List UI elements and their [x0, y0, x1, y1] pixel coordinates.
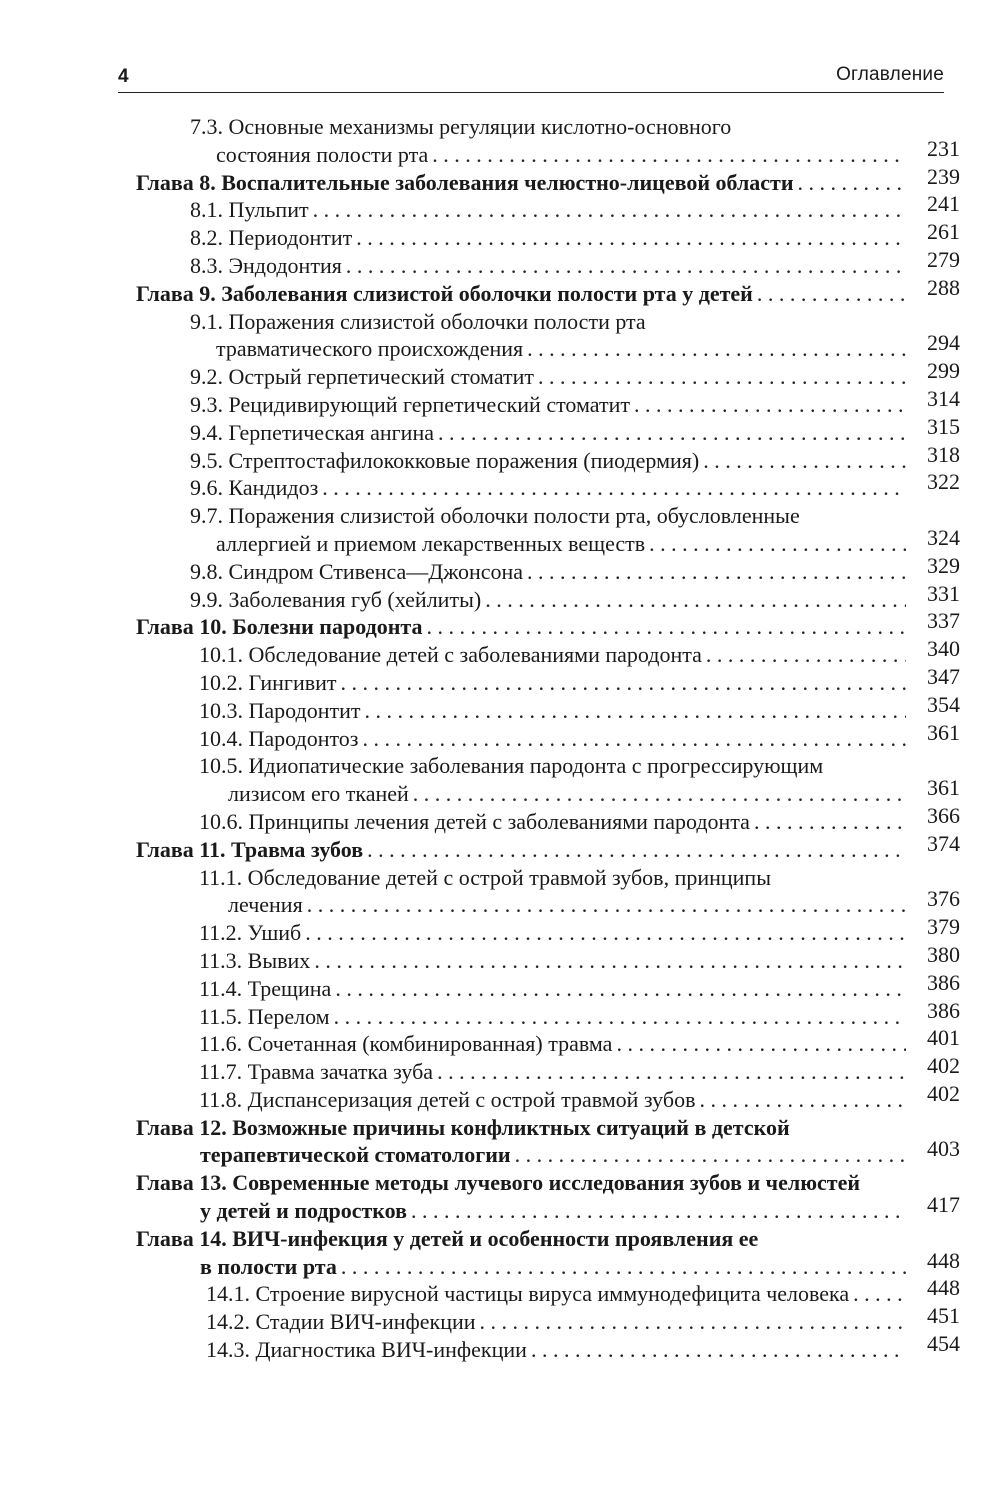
- toc-entry-title: 10.6. Принципы лечения детей с заболеваниями пародонта: [199, 808, 750, 834]
- toc-entry-title: 9.2. Острый герпетический стоматит: [190, 364, 535, 390]
- toc-entry-title: 9.5. Стрептостафилококковые поражения (пиодермия): [190, 447, 700, 473]
- toc-leader-dots: [365, 697, 907, 725]
- toc-entry-title: 9.6. Кандидоз: [190, 475, 319, 501]
- toc-entry-title: 11.3. Вывих: [199, 947, 311, 973]
- toc-leader-dots: [703, 447, 906, 475]
- toc-section-entry: [0, 385, 1000, 419]
- toc-leader-dots: [538, 363, 906, 391]
- toc-leader-dots: [341, 669, 907, 697]
- toc-leader-dots: [307, 891, 906, 919]
- toc-entry-title: лечения: [228, 892, 303, 918]
- toc-line: [0, 274, 960, 308]
- toc-page-number: 379: [927, 914, 960, 940]
- toc-section-entry: [0, 691, 1000, 725]
- toc-entry-title: терапевтической стоматологии: [200, 1142, 511, 1168]
- toc-section-entry: [0, 413, 1000, 447]
- toc-chapter-entry: [0, 274, 1000, 308]
- toc-page-number: 361: [927, 719, 960, 745]
- toc-line: [0, 580, 960, 614]
- toc-line: [0, 502, 960, 530]
- toc-page-number: 239: [927, 163, 960, 189]
- toc-section-entry: [0, 580, 1000, 614]
- toc-page-number: 318: [927, 441, 960, 467]
- toc-line: [0, 1225, 960, 1253]
- toc-line: [0, 385, 960, 419]
- toc-page-number: 324: [927, 524, 960, 550]
- toc-page-number: 315: [927, 413, 960, 439]
- toc-line: [0, 802, 960, 836]
- toc-line: [0, 191, 960, 224]
- toc-leader-dots: [322, 474, 906, 502]
- toc-leader-dots: [616, 1030, 906, 1058]
- toc-line: [0, 1275, 960, 1308]
- toc-line: [0, 1114, 960, 1142]
- toc-leader-dots: [757, 280, 906, 308]
- toc-entry-title: 7.3. Основные механизмы регуляции кислотно-основного: [190, 114, 732, 139]
- toc-entry-title: 9.4. Герпетическая ангина: [190, 419, 434, 445]
- toc-entry-title: 14.2. Стадии ВИЧ-инфекции: [206, 1309, 476, 1335]
- toc-leader-dots: [853, 1280, 906, 1308]
- toc-line: [0, 330, 960, 363]
- toc-page-number: 376: [927, 886, 960, 912]
- toc-section-entry: [0, 1331, 1000, 1364]
- toc-section-entry: [0, 1275, 1000, 1308]
- toc-entry-title: 11.4. Трещина: [199, 975, 332, 1001]
- toc-page-number: 374: [927, 830, 960, 856]
- toc-entry-title: 10.1. Обследование детей с заболеваниями пародонта: [199, 642, 702, 668]
- toc-chapter-entry: [0, 163, 1000, 197]
- toc-line: [0, 219, 960, 252]
- toc-leader-dots: [305, 919, 906, 947]
- toc-leader-dots: [335, 975, 906, 1003]
- toc-entry-title: 8.2. Периодонтит: [190, 225, 353, 251]
- toc-line: [0, 469, 960, 502]
- toc-entry-title: Глава 10. Болезни пародонта: [136, 614, 423, 640]
- toc-leader-dots: [367, 836, 906, 864]
- toc-entry-title: 9.3. Рецидивирующий герпетический стоматит: [190, 391, 630, 417]
- toc-entry-title: 10.2. Гингивит: [199, 669, 337, 695]
- toc-line: [0, 997, 960, 1031]
- toc-line: [0, 608, 960, 641]
- toc-chapter-entry: [0, 608, 1000, 641]
- toc-line: [0, 308, 960, 336]
- toc-leader-dots: [432, 141, 906, 169]
- toc-section-entry: [0, 663, 1000, 697]
- toc-leader-dots: [527, 335, 906, 363]
- toc-section-entry: [0, 802, 1000, 836]
- toc-section-entry: [0, 441, 1000, 475]
- toc-line: [0, 636, 960, 669]
- toc-entry-title: травматического происхождения: [216, 336, 524, 362]
- toc-page-number: 347: [927, 663, 960, 689]
- toc-line: [0, 969, 960, 1003]
- toc-section-entry: [0, 969, 1000, 1003]
- toc-chapter-entry: [0, 1225, 1000, 1281]
- toc-entry-title: аллергией и приемом лекарственных веществ: [216, 530, 646, 556]
- toc-line: [0, 1080, 960, 1114]
- toc-line: [0, 163, 960, 197]
- toc-entry-title: 14.1. Строение вирусной частицы вируса иммунодефицита человека: [206, 1281, 850, 1307]
- toc-leader-dots: [515, 1141, 906, 1169]
- toc-line: [0, 358, 960, 391]
- toc-line: [0, 941, 960, 975]
- toc-chapter-entry: [0, 1169, 1000, 1225]
- toc-page-number: 380: [927, 941, 960, 967]
- toc-leader-dots: [426, 613, 906, 641]
- toc-entry-title: в полости рта: [200, 1253, 337, 1279]
- toc-entry-title: 8.3. Эндодонтия: [190, 252, 342, 278]
- toc-line: [0, 1169, 960, 1197]
- toc-page-number: 402: [927, 1053, 960, 1079]
- toc-section-entry: [0, 719, 1000, 753]
- toc-leader-dots: [480, 1308, 906, 1336]
- toc-section-entry: [0, 502, 1000, 558]
- toc-page-number: 279: [927, 246, 960, 272]
- toc-line: [0, 1025, 960, 1058]
- toc-page-number: 448: [927, 1275, 960, 1301]
- toc-line: [0, 441, 960, 475]
- toc-leader-dots: [346, 252, 906, 280]
- toc-page-number: 241: [927, 191, 960, 217]
- toc-page-number: 340: [927, 636, 960, 662]
- toc-entry-title: 11.5. Перелом: [199, 1003, 330, 1029]
- toc-page-number: 448: [927, 1247, 960, 1273]
- toc-entry-title: 11.7. Травма зачатка зуба: [199, 1059, 434, 1085]
- toc-section-entry: [0, 219, 1000, 252]
- toc-line: [0, 830, 960, 864]
- toc-entry-title: Глава 13. Современные методы лучевого исследования зубов и челюстей: [136, 1170, 861, 1196]
- table-of-contents: [0, 113, 1000, 1364]
- toc-line: [0, 914, 960, 947]
- toc-leader-dots: [341, 1253, 906, 1281]
- toc-section-entry: [0, 864, 1000, 920]
- toc-entry-title: Глава 8. Воспалительные заболевания челюстно-лицевой области: [136, 169, 794, 195]
- toc-section-entry: [0, 941, 1000, 975]
- toc-page-number: 454: [927, 1331, 960, 1357]
- toc-entry-title: 10.5. Идиопатические заболевания пародонта с прогрессирующим: [199, 753, 824, 779]
- toc-leader-dots: [531, 1336, 906, 1364]
- toc-entry-title: 9.1. Поражения слизистой оболочки полости рта: [190, 308, 646, 334]
- toc-entry-title: 9.7. Поражения слизистой оболочки полости рта, обусловленные: [190, 503, 800, 529]
- toc-entry-title: 10.4. Пародонтоз: [199, 725, 359, 751]
- toc-chapter-entry: [0, 1114, 1000, 1170]
- toc-entry-title: 11.2. Ушиб: [199, 920, 302, 946]
- toc-page-number: 331: [927, 580, 960, 606]
- toc-page-number: 299: [927, 358, 960, 384]
- toc-leader-dots: [356, 224, 906, 252]
- toc-leader-dots: [411, 1197, 906, 1225]
- toc-page-number: 402: [927, 1080, 960, 1106]
- toc-leader-dots: [649, 530, 906, 558]
- toc-section-entry: [0, 1303, 1000, 1336]
- toc-page-number: 261: [927, 219, 960, 245]
- toc-line: [0, 113, 960, 141]
- toc-chapter-entry: [0, 830, 1000, 864]
- toc-section-entry: [0, 752, 1000, 808]
- toc-page-number: 386: [927, 969, 960, 995]
- page-number: 4: [118, 66, 129, 87]
- running-header: [118, 62, 944, 93]
- toc-section-entry: [0, 113, 1000, 169]
- toc-entry-title: Глава 12. Возможные причины конфликтных ситуаций в детской: [136, 1114, 790, 1140]
- toc-page-number: 337: [927, 608, 960, 634]
- toc-line: [0, 552, 960, 586]
- toc-entry-title: Глава 9. Заболевания слизистой оболочки полости рта у детей: [136, 280, 753, 306]
- toc-entry-title: Глава 14. ВИЧ-инфекция у детей и особенности проявления ее: [136, 1225, 759, 1251]
- toc-entry-title: 8.1. Пульпит: [190, 197, 309, 223]
- toc-page-number: 417: [927, 1192, 960, 1218]
- toc-line: [0, 1192, 960, 1225]
- toc-leader-dots: [438, 419, 906, 447]
- toc-page-number: 231: [927, 135, 960, 161]
- toc-leader-dots: [437, 1058, 906, 1086]
- toc-section-entry: [0, 358, 1000, 391]
- toc-line: [0, 1053, 960, 1086]
- toc-entry-title: Глава 11. Травма зубов: [136, 836, 364, 862]
- toc-line: [0, 246, 960, 280]
- toc-entry-title: состояния полости рта: [216, 141, 429, 167]
- toc-leader-dots: [798, 169, 906, 197]
- toc-section-entry: [0, 1025, 1000, 1058]
- toc-entry-title: 11.1. Обследование детей с острой травмой зубов, принципы: [199, 864, 771, 890]
- toc-leader-dots: [334, 1003, 906, 1031]
- toc-entry-title: 9.9. Заболевания губ (хейлиты): [190, 586, 482, 612]
- toc-section-entry: [0, 1053, 1000, 1086]
- toc-leader-dots: [706, 641, 906, 669]
- toc-leader-dots: [314, 947, 906, 975]
- toc-section-entry: [0, 552, 1000, 586]
- toc-section-entry: [0, 469, 1000, 502]
- toc-section-entry: [0, 191, 1000, 224]
- toc-page-number: 451: [927, 1303, 960, 1329]
- toc-entry-title: 11.6. Сочетанная (комбинированная) травма: [199, 1031, 613, 1057]
- toc-section-entry: [0, 997, 1000, 1031]
- toc-section-entry: [0, 308, 1000, 364]
- toc-page-number: 401: [927, 1025, 960, 1051]
- toc-line: [0, 413, 960, 447]
- toc-leader-dots: [413, 780, 906, 808]
- toc-page-number: 329: [927, 552, 960, 578]
- toc-entry-title: у детей и подростков: [200, 1198, 408, 1224]
- toc-page-number: 322: [927, 469, 960, 495]
- toc-line: [0, 1247, 960, 1281]
- toc-leader-dots: [313, 196, 906, 224]
- toc-line: [0, 775, 960, 808]
- toc-page-number: 294: [927, 330, 960, 356]
- toc-section-entry: [0, 636, 1000, 669]
- toc-entry-title: 14.3. Диагностика ВИЧ-инфекции: [206, 1337, 527, 1363]
- toc-leader-dots: [485, 586, 906, 614]
- toc-line: [0, 886, 960, 919]
- toc-line: [0, 524, 960, 558]
- toc-line: [0, 1136, 960, 1169]
- toc-leader-dots: [754, 808, 906, 836]
- toc-line: [0, 1303, 960, 1336]
- toc-section-entry: [0, 1080, 1000, 1114]
- toc-line: [0, 752, 960, 780]
- toc-page-number: 386: [927, 997, 960, 1023]
- toc-section-entry: [0, 246, 1000, 280]
- toc-page-number: 314: [927, 385, 960, 411]
- toc-line: [0, 663, 960, 697]
- toc-leader-dots: [363, 725, 907, 753]
- toc-entry-title: 9.8. Синдром Стивенса—Джонсона: [190, 558, 524, 584]
- toc-page-number: 403: [927, 1136, 960, 1162]
- toc-page-number: 366: [927, 802, 960, 828]
- toc-line: [0, 864, 960, 892]
- toc-line: [0, 719, 960, 753]
- toc-entry-title: 10.3. Пародонтит: [199, 697, 361, 723]
- toc-entry-title: лизисом его тканей: [228, 781, 409, 807]
- toc-section-entry: [0, 914, 1000, 947]
- toc-line: [0, 135, 960, 169]
- toc-line: [0, 1331, 960, 1364]
- toc-page-number: 288: [927, 274, 960, 300]
- toc-line: [0, 691, 960, 725]
- toc-leader-dots: [699, 1086, 906, 1114]
- toc-page-number: 361: [927, 775, 960, 801]
- toc-leader-dots: [527, 558, 906, 586]
- toc-entry-title: 11.8. Диспансеризация детей с острой травмой зубов: [199, 1086, 696, 1112]
- running-title: Оглавление: [836, 64, 944, 85]
- toc-leader-dots: [634, 391, 906, 419]
- toc-page-number: 354: [927, 691, 960, 717]
